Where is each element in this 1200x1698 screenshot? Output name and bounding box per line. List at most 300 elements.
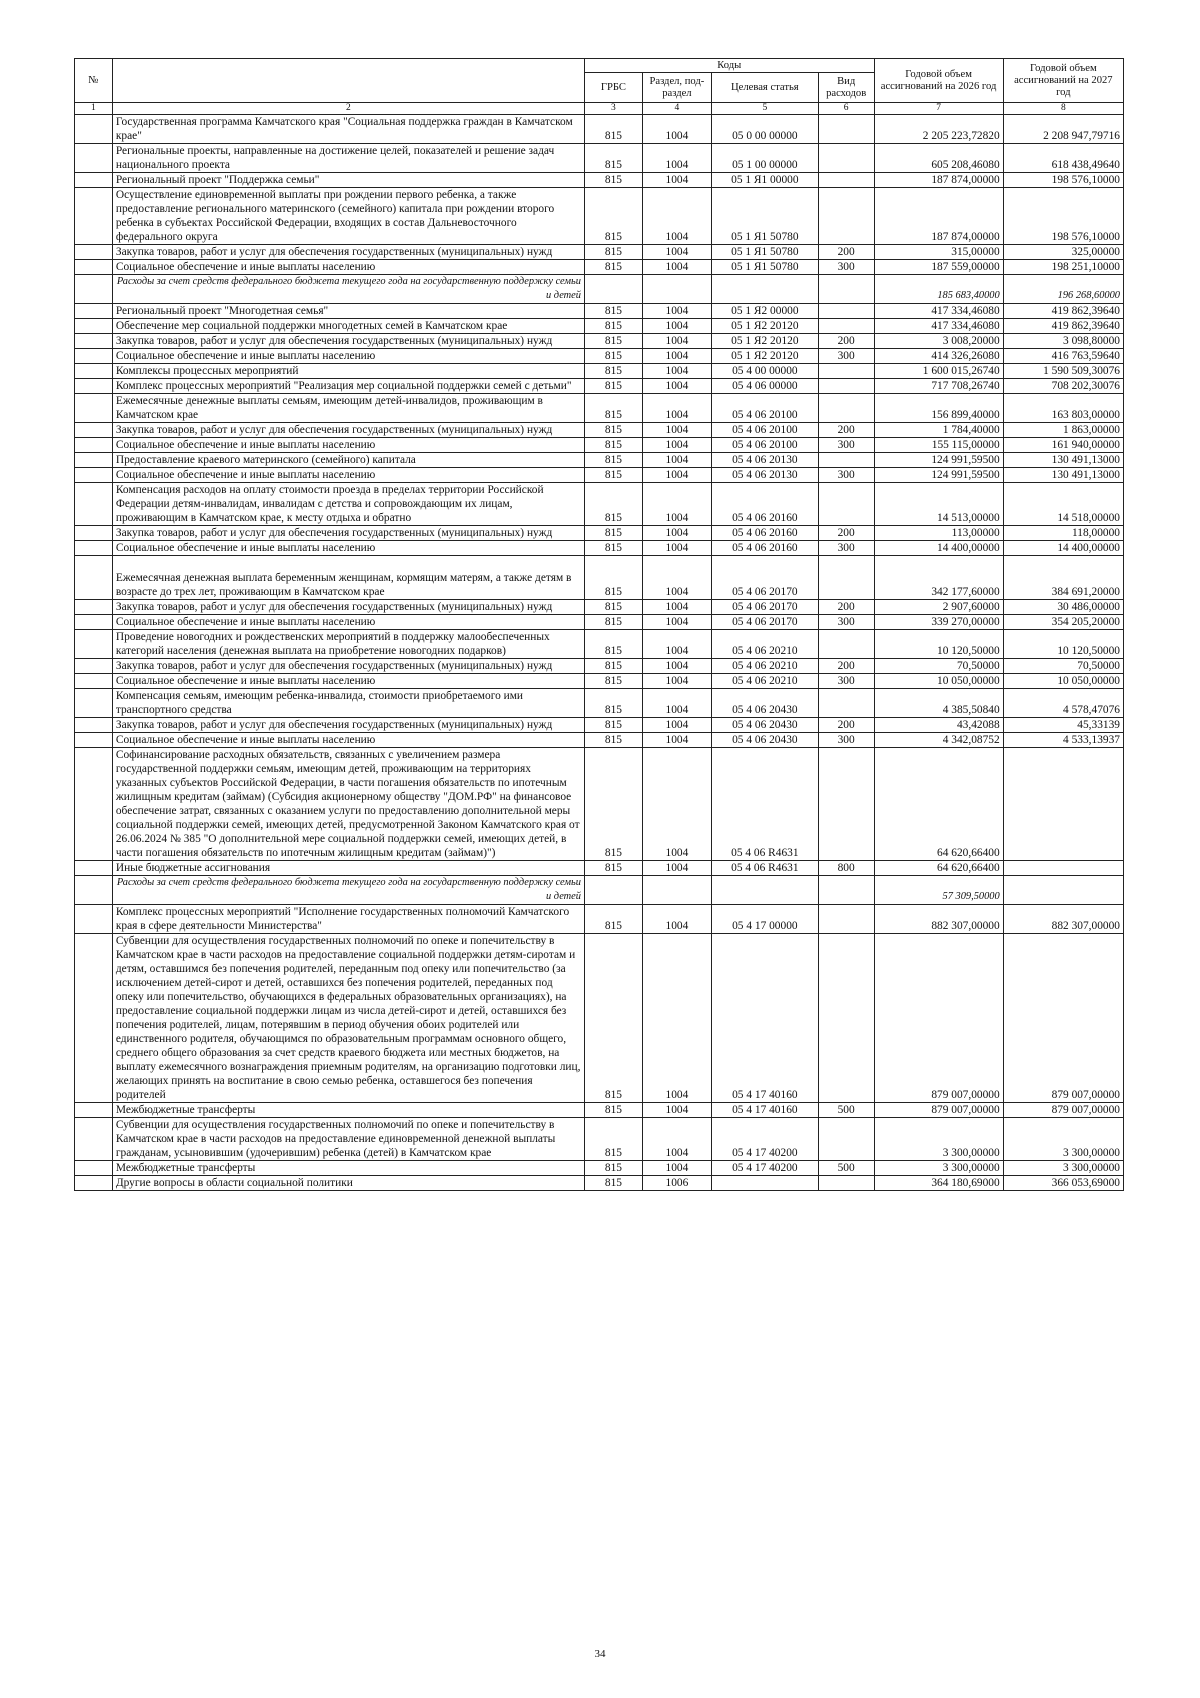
row-amount-2027: 130 491,13000 bbox=[1003, 453, 1123, 468]
row-number bbox=[75, 659, 113, 674]
row-grbs: 815 bbox=[584, 468, 642, 483]
row-number bbox=[75, 260, 113, 275]
row-grbs: 815 bbox=[584, 1161, 642, 1176]
row-razdel: 1004 bbox=[642, 394, 711, 423]
row-grbs: 815 bbox=[584, 674, 642, 689]
row-number bbox=[75, 144, 113, 173]
row-number bbox=[75, 468, 113, 483]
row-grbs: 815 bbox=[584, 556, 642, 600]
row-razdel: 1004 bbox=[642, 438, 711, 453]
row-amount-2027: 3 300,00000 bbox=[1003, 1118, 1123, 1161]
row-razdel: 1004 bbox=[642, 245, 711, 260]
row-amount-2026: 4 342,08752 bbox=[874, 733, 1003, 748]
table-row bbox=[75, 718, 1124, 733]
row-name: Комплекс процессных мероприятий "Реализация мер социальной поддержки семей с детьми" bbox=[112, 379, 584, 394]
row-razdel: 1004 bbox=[642, 173, 711, 188]
row-name: Компенсация семьям, имеющим ребенка-инвалида, стоимости приобретаемого ими транспортного средства bbox=[112, 689, 584, 718]
row-number bbox=[75, 349, 113, 364]
row-razdel: 1004 bbox=[642, 483, 711, 526]
row-razdel: 1004 bbox=[642, 1161, 711, 1176]
row-razdel bbox=[642, 876, 711, 905]
table-row bbox=[75, 173, 1124, 188]
row-razdel: 1004 bbox=[642, 689, 711, 718]
row-name: Закупка товаров, работ и услуг для обеспечения государственных (муниципальных) нужд bbox=[112, 423, 584, 438]
table-row bbox=[75, 245, 1124, 260]
row-number bbox=[75, 556, 113, 600]
row-grbs: 815 bbox=[584, 541, 642, 556]
row-razdel: 1004 bbox=[642, 423, 711, 438]
row-grbs: 815 bbox=[584, 1176, 642, 1191]
table-row bbox=[75, 630, 1124, 659]
row-vid: 800 bbox=[818, 861, 874, 876]
header-razdel: Раздел, под-раздел bbox=[642, 73, 711, 103]
row-vid: 300 bbox=[818, 615, 874, 630]
row-target: 05 4 06 20100 bbox=[711, 423, 818, 438]
row-target: 05 4 17 00000 bbox=[711, 905, 818, 934]
row-vid bbox=[818, 1118, 874, 1161]
table-row bbox=[75, 748, 1124, 861]
row-number bbox=[75, 379, 113, 394]
row-name: Социальное обеспечение и иные выплаты населению bbox=[112, 733, 584, 748]
table-row bbox=[75, 1118, 1124, 1161]
row-grbs: 815 bbox=[584, 115, 642, 144]
row-number bbox=[75, 394, 113, 423]
row-number bbox=[75, 483, 113, 526]
row-grbs: 815 bbox=[584, 453, 642, 468]
row-amount-2027: 618 438,49640 bbox=[1003, 144, 1123, 173]
row-target: 05 4 06 20170 bbox=[711, 556, 818, 600]
row-vid bbox=[818, 394, 874, 423]
row-number bbox=[75, 674, 113, 689]
table-row bbox=[75, 483, 1124, 526]
row-number bbox=[75, 173, 113, 188]
table-row bbox=[75, 115, 1124, 144]
row-razdel: 1004 bbox=[642, 1103, 711, 1118]
row-amount-2027: 325,00000 bbox=[1003, 245, 1123, 260]
row-amount-2027: 354 205,20000 bbox=[1003, 615, 1123, 630]
column-number: 1 bbox=[75, 103, 113, 115]
row-number bbox=[75, 1103, 113, 1118]
row-grbs: 815 bbox=[584, 718, 642, 733]
row-grbs: 815 bbox=[584, 319, 642, 334]
row-amount-2027: 708 202,30076 bbox=[1003, 379, 1123, 394]
row-vid bbox=[818, 364, 874, 379]
row-grbs: 815 bbox=[584, 934, 642, 1103]
column-number: 5 bbox=[711, 103, 818, 115]
table-row bbox=[75, 1103, 1124, 1118]
row-razdel: 1004 bbox=[642, 379, 711, 394]
row-number bbox=[75, 304, 113, 319]
row-amount-2026: 315,00000 bbox=[874, 245, 1003, 260]
row-name: Осуществление единовременной выплаты при рождении первого ребенка, а также предоставление регионального материнского (семейного) капитала при рождении второго ребенка в субъектах Российской Федерации, входящих в состав Дальневосточного федерального округа bbox=[112, 188, 584, 245]
table-row bbox=[75, 600, 1124, 615]
row-grbs: 815 bbox=[584, 173, 642, 188]
row-target: 05 1 Я1 50780 bbox=[711, 260, 818, 275]
row-amount-2027: 2 208 947,79716 bbox=[1003, 115, 1123, 144]
row-grbs bbox=[584, 876, 642, 905]
row-razdel: 1004 bbox=[642, 304, 711, 319]
row-grbs: 815 bbox=[584, 364, 642, 379]
row-name: Предоставление краевого материнского (семейного) капитала bbox=[112, 453, 584, 468]
row-vid bbox=[818, 304, 874, 319]
row-number bbox=[75, 438, 113, 453]
row-vid: 200 bbox=[818, 245, 874, 260]
table-row bbox=[75, 275, 1124, 304]
row-amount-2026: 2 205 223,72820 bbox=[874, 115, 1003, 144]
row-razdel: 1004 bbox=[642, 364, 711, 379]
table-row bbox=[75, 659, 1124, 674]
header-grbs: ГРБС bbox=[584, 73, 642, 103]
row-amount-2027: 163 803,00000 bbox=[1003, 394, 1123, 423]
table-row bbox=[75, 349, 1124, 364]
row-name: Закупка товаров, работ и услуг для обеспечения государственных (муниципальных) нужд bbox=[112, 526, 584, 541]
row-vid bbox=[818, 905, 874, 934]
row-amount-2027: 1 863,00000 bbox=[1003, 423, 1123, 438]
row-vid: 300 bbox=[818, 260, 874, 275]
row-name: Комплекс процессных мероприятий "Исполнение государственных полномочий Камчатского края в сфере деятельности Министерства" bbox=[112, 905, 584, 934]
row-target: 05 4 17 40160 bbox=[711, 1103, 818, 1118]
header-vid: Вид расходов bbox=[818, 73, 874, 103]
row-grbs: 815 bbox=[584, 600, 642, 615]
row-razdel: 1004 bbox=[642, 630, 711, 659]
row-target: 05 4 06 20100 bbox=[711, 394, 818, 423]
row-target: 05 1 Я1 00000 bbox=[711, 173, 818, 188]
row-razdel: 1004 bbox=[642, 1118, 711, 1161]
row-amount-2027: 3 098,80000 bbox=[1003, 334, 1123, 349]
row-razdel: 1004 bbox=[642, 600, 711, 615]
table-row bbox=[75, 423, 1124, 438]
row-vid: 200 bbox=[818, 334, 874, 349]
row-name: Социальное обеспечение и иные выплаты населению bbox=[112, 438, 584, 453]
row-name: Закупка товаров, работ и услуг для обеспечения государственных (муниципальных) нужд bbox=[112, 245, 584, 260]
row-name: Межбюджетные трансферты bbox=[112, 1103, 584, 1118]
row-amount-2027 bbox=[1003, 748, 1123, 861]
row-name: Расходы за счет средств федерального бюджета текущего года на государственную поддержку семьи и детей bbox=[112, 876, 584, 905]
row-number bbox=[75, 1176, 113, 1191]
row-number bbox=[75, 689, 113, 718]
row-name: Субвенции для осуществления государственных полномочий по опеке и попечительству в Камчатском крае в части расходов на предоставление социальной поддержки детям-сиротам и детям, оставшимся без попечения родителей, переданным под опеку или попечительство (за исключением детей-сирот и детей, оставшихся без попечения родителей, переданных под опеку или попечительство, обучающихся в федеральных образовательных организациях), на предоставление социальной поддержки лицам из числа детей-сирот и детей, оставшихся без попечения родителей, лицам, потерявшим в период обучения обоих родителей или единственного родителя, обучающимся по образовательным программам основного общего, среднего общего образования за счет средств краевого бюджета или местных бюджетов, на выплату ежемесячного вознаграждения приемным родителям, на организацию подготовки лиц, желающих принять на воспитание в свою семью ребенка, оставшегося без попечения родителей bbox=[112, 934, 584, 1103]
row-amount-2027: 4 578,47076 bbox=[1003, 689, 1123, 718]
row-name: Региональный проект "Многодетная семья" bbox=[112, 304, 584, 319]
row-number bbox=[75, 630, 113, 659]
row-razdel: 1004 bbox=[642, 526, 711, 541]
row-name: Комплексы процессных мероприятий bbox=[112, 364, 584, 379]
row-target: 05 4 17 40160 bbox=[711, 934, 818, 1103]
row-vid: 300 bbox=[818, 541, 874, 556]
row-vid bbox=[818, 115, 874, 144]
row-name: Ежемесячная денежная выплата беременным женщинам, кормящим матерям, а также детям в возрасте до трех лет, проживающим в Камчатском крае bbox=[112, 556, 584, 600]
row-amount-2026: 879 007,00000 bbox=[874, 934, 1003, 1103]
row-number bbox=[75, 905, 113, 934]
header-codes: Коды bbox=[584, 59, 874, 73]
row-amount-2027: 366 053,69000 bbox=[1003, 1176, 1123, 1191]
row-amount-2026: 43,42088 bbox=[874, 718, 1003, 733]
row-amount-2026: 14 400,00000 bbox=[874, 541, 1003, 556]
column-number-row bbox=[75, 103, 1124, 115]
row-number bbox=[75, 275, 113, 304]
row-grbs: 815 bbox=[584, 630, 642, 659]
row-name: Субвенции для осуществления государственных полномочий по опеке и попечительству в Камчатском крае в части расходов на предоставление единовременной денежной выплаты гражданам, усыновившим (удочерившим) ребенка (детей) в Камчатском крае bbox=[112, 1118, 584, 1161]
row-amount-2026: 342 177,60000 bbox=[874, 556, 1003, 600]
row-number bbox=[75, 748, 113, 861]
row-amount-2027: 198 576,10000 bbox=[1003, 173, 1123, 188]
row-name: Ежемесячные денежные выплаты семьям, имеющим детей-инвалидов, проживающим в Камчатском крае bbox=[112, 394, 584, 423]
row-name: Софинансирование расходных обязательств, связанных с увеличением размера государственной поддержки семьям, имеющим детей, проживающим на территориях указанных субъектов Российской Федерации, в части погашения обязательств по ипотечным жилищным кредитам (займам) (Субсидия акционерному обществу "ДОМ.РФ" на финансовое обеспечение затрат, связанных с оказанием услуги по предоставлению дополнительной меры социальной поддержки семей, имеющих детей, предусмотренной Законом Камчатского края от 26.06.2024 № 385 "О дополнительной мере социальной поддержки семей, имеющих детей, в части погашения обязательств по ипотечным жилищным кредитам (займам)") bbox=[112, 748, 584, 861]
row-amount-2026: 3 300,00000 bbox=[874, 1161, 1003, 1176]
row-target bbox=[711, 876, 818, 905]
table-row bbox=[75, 615, 1124, 630]
row-vid: 500 bbox=[818, 1103, 874, 1118]
row-target: 05 4 06 20100 bbox=[711, 438, 818, 453]
row-razdel: 1004 bbox=[642, 556, 711, 600]
row-razdel: 1004 bbox=[642, 144, 711, 173]
row-target: 05 4 06 00000 bbox=[711, 379, 818, 394]
row-amount-2026: 14 513,00000 bbox=[874, 483, 1003, 526]
row-amount-2026: 4 385,50840 bbox=[874, 689, 1003, 718]
table-row bbox=[75, 556, 1124, 600]
row-amount-2026: 882 307,00000 bbox=[874, 905, 1003, 934]
row-vid bbox=[818, 173, 874, 188]
table-row bbox=[75, 733, 1124, 748]
row-razdel: 1004 bbox=[642, 659, 711, 674]
row-target: 05 1 00 00000 bbox=[711, 144, 818, 173]
row-target: 05 4 06 R4631 bbox=[711, 861, 818, 876]
row-amount-2026: 3 008,20000 bbox=[874, 334, 1003, 349]
row-vid: 200 bbox=[818, 423, 874, 438]
row-vid: 300 bbox=[818, 349, 874, 364]
row-razdel: 1004 bbox=[642, 861, 711, 876]
row-amount-2027: 198 251,10000 bbox=[1003, 260, 1123, 275]
row-amount-2026: 57 309,50000 bbox=[874, 876, 1003, 905]
table-row bbox=[75, 689, 1124, 718]
row-target: 05 4 06 20210 bbox=[711, 674, 818, 689]
row-amount-2026: 1 600 015,26740 bbox=[874, 364, 1003, 379]
row-amount-2026: 10 050,00000 bbox=[874, 674, 1003, 689]
row-target: 05 4 06 20430 bbox=[711, 718, 818, 733]
row-target: 05 4 17 40200 bbox=[711, 1161, 818, 1176]
row-target: 05 4 06 20160 bbox=[711, 526, 818, 541]
table-row bbox=[75, 1176, 1124, 1191]
row-amount-2026: 417 334,46080 bbox=[874, 304, 1003, 319]
row-amount-2027: 419 862,39640 bbox=[1003, 304, 1123, 319]
row-number bbox=[75, 615, 113, 630]
row-razdel: 1004 bbox=[642, 674, 711, 689]
table-row bbox=[75, 438, 1124, 453]
row-amount-2026: 364 180,69000 bbox=[874, 1176, 1003, 1191]
row-razdel: 1004 bbox=[642, 115, 711, 144]
row-amount-2026: 605 208,46080 bbox=[874, 144, 1003, 173]
row-grbs: 815 bbox=[584, 905, 642, 934]
row-grbs: 815 bbox=[584, 379, 642, 394]
row-vid: 200 bbox=[818, 659, 874, 674]
row-amount-2027: 10 050,00000 bbox=[1003, 674, 1123, 689]
table-row bbox=[75, 379, 1124, 394]
column-number: 8 bbox=[1003, 103, 1123, 115]
row-amount-2027: 161 940,00000 bbox=[1003, 438, 1123, 453]
table-row bbox=[75, 144, 1124, 173]
row-target: 05 4 17 40200 bbox=[711, 1118, 818, 1161]
row-target: 05 1 Я1 50780 bbox=[711, 188, 818, 245]
column-number: 6 bbox=[818, 103, 874, 115]
row-amount-2026: 417 334,46080 bbox=[874, 319, 1003, 334]
row-grbs: 815 bbox=[584, 861, 642, 876]
row-razdel: 1004 bbox=[642, 188, 711, 245]
header-name bbox=[112, 59, 584, 103]
row-number bbox=[75, 541, 113, 556]
row-vid bbox=[818, 188, 874, 245]
row-number bbox=[75, 861, 113, 876]
row-target: 05 4 06 20160 bbox=[711, 541, 818, 556]
row-grbs: 815 bbox=[584, 526, 642, 541]
row-name: Социальное обеспечение и иные выплаты населению bbox=[112, 468, 584, 483]
row-target: 05 4 06 20170 bbox=[711, 615, 818, 630]
column-number: 3 bbox=[584, 103, 642, 115]
row-vid: 300 bbox=[818, 733, 874, 748]
row-amount-2027 bbox=[1003, 876, 1123, 905]
column-number: 7 bbox=[874, 103, 1003, 115]
row-number bbox=[75, 319, 113, 334]
row-amount-2027: 14 518,00000 bbox=[1003, 483, 1123, 526]
row-grbs: 815 bbox=[584, 394, 642, 423]
row-number bbox=[75, 1118, 113, 1161]
row-number bbox=[75, 934, 113, 1103]
row-name: Социальное обеспечение и иные выплаты населению bbox=[112, 615, 584, 630]
row-vid: 200 bbox=[818, 718, 874, 733]
row-amount-2026: 185 683,40000 bbox=[874, 275, 1003, 304]
row-vid bbox=[818, 453, 874, 468]
row-grbs: 815 bbox=[584, 615, 642, 630]
row-amount-2026: 113,00000 bbox=[874, 526, 1003, 541]
column-number: 2 bbox=[112, 103, 584, 115]
row-name: Социальное обеспечение и иные выплаты населению bbox=[112, 541, 584, 556]
row-target: 05 4 06 20210 bbox=[711, 630, 818, 659]
row-number bbox=[75, 188, 113, 245]
row-amount-2027: 879 007,00000 bbox=[1003, 934, 1123, 1103]
row-razdel: 1004 bbox=[642, 319, 711, 334]
row-grbs: 815 bbox=[584, 483, 642, 526]
table-row bbox=[75, 526, 1124, 541]
row-name: Закупка товаров, работ и услуг для обеспечения государственных (муниципальных) нужд bbox=[112, 718, 584, 733]
row-target bbox=[711, 275, 818, 304]
row-name: Расходы за счет средств федерального бюджета текущего года на государственную поддержку семьи и детей bbox=[112, 275, 584, 304]
row-amount-2026: 717 708,26740 bbox=[874, 379, 1003, 394]
header-2026: Годовой объем ассигнований на 2026 год bbox=[874, 59, 1003, 103]
row-name: Проведение новогодних и рождественских мероприятий в поддержку малообеспеченных категорий населения (денежная выплата на приобретение новогодних подарков) bbox=[112, 630, 584, 659]
row-amount-2026: 124 991,59500 bbox=[874, 468, 1003, 483]
row-number bbox=[75, 423, 113, 438]
table-row bbox=[75, 364, 1124, 379]
row-name: Межбюджетные трансферты bbox=[112, 1161, 584, 1176]
row-grbs: 815 bbox=[584, 260, 642, 275]
row-vid bbox=[818, 483, 874, 526]
row-amount-2027: 14 400,00000 bbox=[1003, 541, 1123, 556]
row-target: 05 4 06 20160 bbox=[711, 483, 818, 526]
row-amount-2026: 64 620,66400 bbox=[874, 748, 1003, 861]
row-amount-2027: 30 486,00000 bbox=[1003, 600, 1123, 615]
row-amount-2027: 882 307,00000 bbox=[1003, 905, 1123, 934]
row-grbs: 815 bbox=[584, 748, 642, 861]
row-name: Социальное обеспечение и иные выплаты населению bbox=[112, 260, 584, 275]
row-name: Социальное обеспечение и иные выплаты населению bbox=[112, 674, 584, 689]
row-amount-2026: 414 326,26080 bbox=[874, 349, 1003, 364]
row-name: Компенсация расходов на оплату стоимости проезда в пределах территории Российской Федерации детям-инвалидам, инвалидам с детства и сопровождающим их лицам, проживающим в Камчатском крае, к месту отдыха и обратно bbox=[112, 483, 584, 526]
row-grbs: 815 bbox=[584, 245, 642, 260]
row-vid bbox=[818, 748, 874, 861]
row-amount-2027: 130 491,13000 bbox=[1003, 468, 1123, 483]
table-row bbox=[75, 188, 1124, 245]
row-vid bbox=[818, 876, 874, 905]
row-target: 05 1 Я2 00000 bbox=[711, 304, 818, 319]
table-row bbox=[75, 468, 1124, 483]
row-target: 05 1 Я1 50780 bbox=[711, 245, 818, 260]
row-number bbox=[75, 364, 113, 379]
row-target: 05 4 06 R4631 bbox=[711, 748, 818, 861]
row-grbs: 815 bbox=[584, 188, 642, 245]
table-row bbox=[75, 541, 1124, 556]
row-grbs: 815 bbox=[584, 334, 642, 349]
row-amount-2026: 10 120,50000 bbox=[874, 630, 1003, 659]
row-target: 05 0 00 00000 bbox=[711, 115, 818, 144]
row-grbs: 815 bbox=[584, 438, 642, 453]
row-razdel: 1004 bbox=[642, 468, 711, 483]
row-razdel: 1004 bbox=[642, 615, 711, 630]
row-target: 05 4 00 00000 bbox=[711, 364, 818, 379]
table-row bbox=[75, 319, 1124, 334]
row-target: 05 4 06 20430 bbox=[711, 733, 818, 748]
table-row bbox=[75, 453, 1124, 468]
column-number: 4 bbox=[642, 103, 711, 115]
row-amount-2027: 416 763,59640 bbox=[1003, 349, 1123, 364]
row-vid: 200 bbox=[818, 600, 874, 615]
row-vid: 300 bbox=[818, 438, 874, 453]
row-name: Социальное обеспечение и иные выплаты населению bbox=[112, 349, 584, 364]
row-name: Закупка товаров, работ и услуг для обеспечения государственных (муниципальных) нужд bbox=[112, 659, 584, 674]
budget-table bbox=[74, 58, 1124, 1191]
row-amount-2026: 124 991,59500 bbox=[874, 453, 1003, 468]
row-vid bbox=[818, 1176, 874, 1191]
row-amount-2027: 70,50000 bbox=[1003, 659, 1123, 674]
row-grbs: 815 bbox=[584, 1118, 642, 1161]
table-row bbox=[75, 394, 1124, 423]
row-vid: 500 bbox=[818, 1161, 874, 1176]
row-name: Закупка товаров, работ и услуг для обеспечения государственных (муниципальных) нужд bbox=[112, 334, 584, 349]
row-vid bbox=[818, 144, 874, 173]
header-2027: Годовой объем ассигнований на 2027 год bbox=[1003, 59, 1123, 103]
table-row bbox=[75, 304, 1124, 319]
row-razdel: 1004 bbox=[642, 260, 711, 275]
table-row bbox=[75, 905, 1124, 934]
row-number bbox=[75, 733, 113, 748]
row-amount-2026: 2 907,60000 bbox=[874, 600, 1003, 615]
row-name: Региональные проекты, направленные на достижение целей, показателей и решение задач национального проекта bbox=[112, 144, 584, 173]
row-razdel: 1004 bbox=[642, 718, 711, 733]
row-razdel: 1004 bbox=[642, 905, 711, 934]
row-target: 05 1 Я2 20120 bbox=[711, 349, 818, 364]
row-number bbox=[75, 526, 113, 541]
row-number bbox=[75, 453, 113, 468]
table-row bbox=[75, 861, 1124, 876]
row-amount-2026: 64 620,66400 bbox=[874, 861, 1003, 876]
row-grbs: 815 bbox=[584, 144, 642, 173]
row-razdel: 1004 bbox=[642, 334, 711, 349]
row-vid bbox=[818, 689, 874, 718]
row-target bbox=[711, 1176, 818, 1191]
row-razdel: 1004 bbox=[642, 349, 711, 364]
row-name: Другие вопросы в области социальной политики bbox=[112, 1176, 584, 1191]
row-name: Иные бюджетные ассигнования bbox=[112, 861, 584, 876]
row-razdel: 1004 bbox=[642, 934, 711, 1103]
row-number bbox=[75, 1161, 113, 1176]
